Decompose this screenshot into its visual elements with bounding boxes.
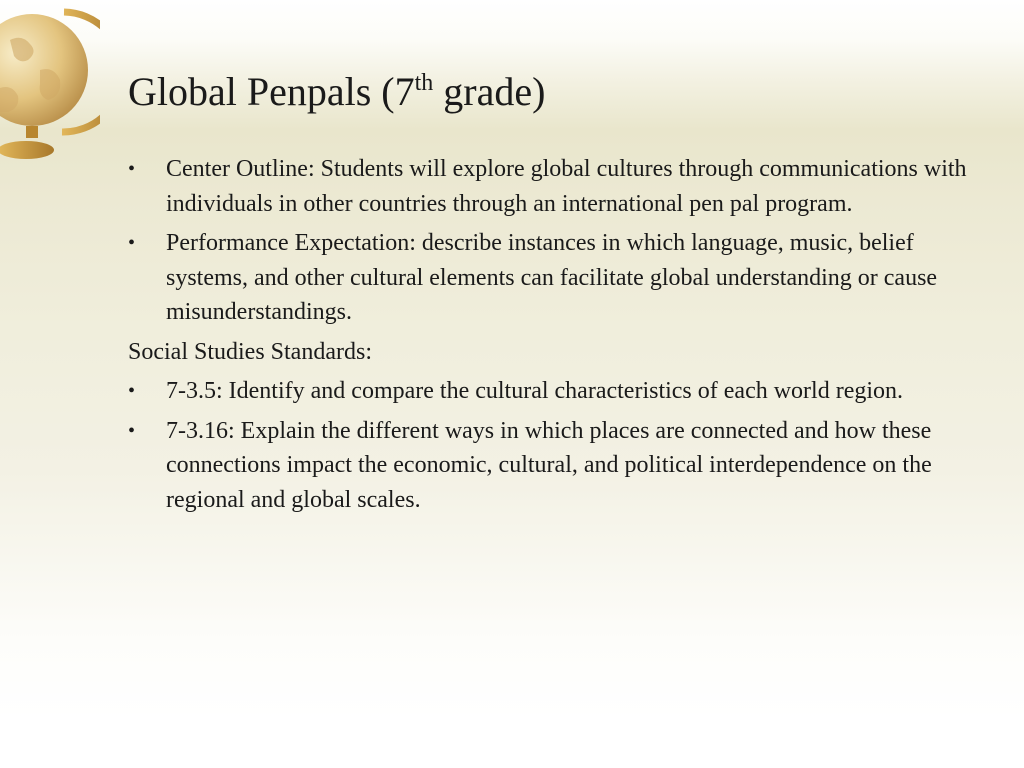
- globe-icon: [0, 0, 100, 170]
- bullet-item-standard-7-3-16: [128, 414, 988, 518]
- bullet-icon: •: [128, 419, 136, 442]
- bullet-text: Performance Expectation: describe instances in which language, music, belief systems, and other cultural elements can facilitate global understanding or cause misunderstandings.: [166, 230, 938, 325]
- bullet-text: 7-3.16: Explain the different ways in which places are connected and how these connections impact the economic, cultural, and political interdependence on the regional and global scales.: [166, 417, 932, 513]
- bullet-text: Center Outline: Students will explore global cultures through communications with individuals in other countries through an international pen pal program.: [166, 156, 967, 217]
- title-superscript: th: [414, 70, 434, 96]
- bullet-icon: •: [128, 380, 136, 402]
- slide-content: [128, 152, 988, 522]
- bullet-item-performance-expectation: [128, 226, 988, 330]
- slide-title: [128, 64, 545, 120]
- bullet-item-center-outline: [128, 152, 988, 221]
- bullet-item-standard-7-3-5: [128, 374, 988, 409]
- title-main: Global Penpals (7: [128, 69, 415, 114]
- bullet-icon: •: [128, 232, 136, 254]
- bullet-icon: •: [128, 158, 136, 180]
- standards-heading: Social Studies Standards:: [128, 338, 372, 365]
- bullet-text: 7-3.5: Identify and compare the cultural characteristics of each world region.: [166, 378, 904, 404]
- title-after: grade): [433, 69, 546, 114]
